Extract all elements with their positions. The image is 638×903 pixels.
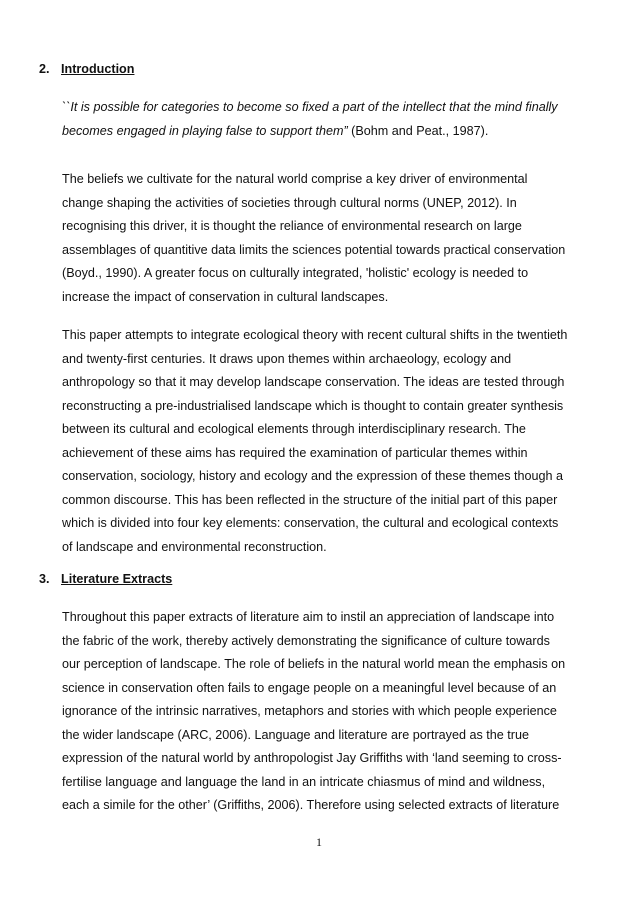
paragraph-line: change shaping the activities of societies through cultural norms (UNEP, 2012). In	[62, 195, 517, 210]
paragraph-line: (Boyd., 1990). A greater focus on culturally integrated, 'holistic' ecology is needed to	[62, 266, 529, 281]
introduction-quote	[62, 96, 582, 143]
paragraph-line: each a simile for the other’ (Griffiths, 2006). Therefore using selected extracts of literature	[62, 798, 560, 813]
paragraph-line: of landscape and environmental reconstruction.	[62, 539, 327, 554]
paragraph-line: This paper attempts to integrate ecological theory with recent cultural shifts in the twentieth	[62, 328, 568, 342]
paragraph-line: expression of the natural world by anthropologist Jay Griffiths with ‘land seeming to cross-	[62, 751, 562, 766]
paragraph-line: conservation, sociology, history and ecology and the expression of these themes though a	[62, 469, 564, 484]
literature-paragraph-1	[62, 606, 582, 818]
section-2-title: Introduction	[61, 62, 135, 76]
page-number: 1	[316, 835, 322, 849]
section-2-heading	[39, 61, 134, 77]
paragraph-line: reconstructing a pre-industrialised landscape which is thought to contain greater synthesis	[62, 398, 564, 413]
paragraph-line: recognising this driver, it is thought the reliance of environmental research on large	[62, 219, 522, 234]
paragraph-line: assemblages of quantitive data limits the sciences potential towards practical conservation	[62, 242, 566, 257]
section-3-number: 3.	[39, 572, 50, 586]
paragraph-line: achievement of these aims has required the examination of particular themes within	[62, 445, 528, 460]
introduction-paragraph-2	[62, 324, 582, 559]
section-2-number: 2.	[39, 62, 50, 76]
paragraph-line: The beliefs we cultivate for the natural world comprise a key driver of environmental	[62, 172, 528, 186]
paragraph-line: ignorance of the intrinsic narratives, metaphors and stories with which people experience	[62, 704, 557, 719]
quote-line-1: ``It is possible for categories to become so fixed a part of the intellect that the mind finally	[62, 100, 558, 114]
quote-line-2	[62, 120, 582, 144]
paragraph-line: the wider landscape (ARC, 2006). Language and literature are portrayed as the true	[62, 727, 529, 742]
section-3-heading	[39, 571, 172, 587]
paragraph-line: common discourse. This has been reflected in the structure of the initial part of this paper	[62, 492, 558, 507]
paragraph-line: which is divided into four key elements: conservation, the cultural and ecological contexts	[62, 516, 559, 531]
paragraph-line: anthropology so that it may develop landscape conservation. The ideas are tested through	[62, 375, 565, 390]
introduction-paragraph-1	[62, 168, 582, 309]
paragraph-line: and twenty-first centuries. It draws upon themes within archaeology, ecology and	[62, 351, 512, 366]
paragraph-line: science in conservation often fails to engage people on a meaningful level because of an	[62, 680, 557, 695]
paragraph-line: our perception of landscape. The role of beliefs in the natural world mean the emphasis on	[62, 657, 566, 672]
section-3-title: Literature Extracts	[61, 572, 173, 586]
quote-citation: (Bohm and Peat., 1987).	[347, 123, 489, 138]
paragraph-line: Throughout this paper extracts of literature aim to instil an appreciation of landscape into	[62, 610, 555, 624]
quote-line-2-text: becomes engaged in playing false to support them”	[62, 123, 348, 138]
paragraph-line: increase the impact of conservation in cultural landscapes.	[62, 289, 389, 304]
paragraph-line: between its cultural and ecological elements through interdisciplinary research. The	[62, 422, 526, 437]
paragraph-line: the fabric of the work, thereby actively demonstrating the significance of culture towards	[62, 633, 550, 648]
paragraph-line: fertilise language and language the land in an intricate chiasmus of mind and wildness,	[62, 774, 546, 789]
